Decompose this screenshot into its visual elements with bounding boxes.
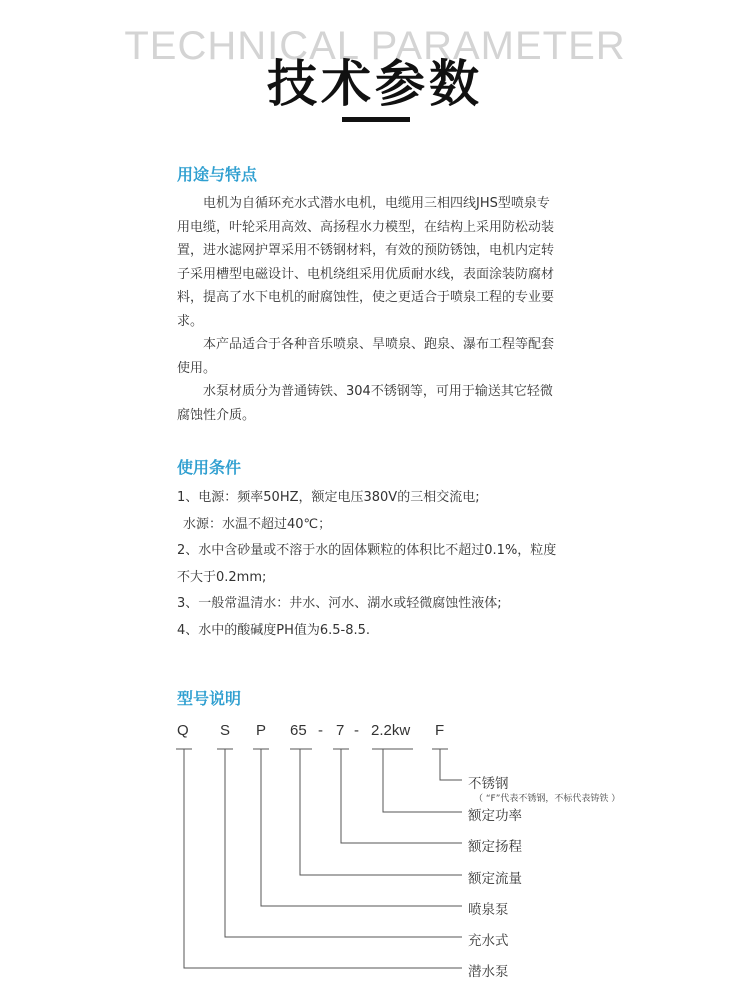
model-code-part: 2.2kw <box>371 722 411 739</box>
model-code-part: S <box>220 722 231 739</box>
model-code-part: F <box>435 722 445 739</box>
model-label: 喷泉泵 <box>468 902 509 918</box>
model-code-part: Q <box>177 722 189 739</box>
condition-item: 1、电源：频率50HZ，额定电压380V的三相交流电; <box>177 490 480 505</box>
section-heading-conditions: 使用条件 <box>177 458 242 477</box>
model-label: 潜水泵 <box>468 964 509 980</box>
features-paragraph: 水泵材质分为普通铸铁、304不锈钢等，可用于输送其它轻微腐蚀性介质。 <box>177 384 553 423</box>
model-label: 额定扬程 <box>468 839 522 855</box>
model-label: 额定功率 <box>468 808 522 824</box>
model-note: （ “F”代表不锈钢，不标代表铸铁 ） <box>474 794 621 804</box>
model-label: 额定流量 <box>468 871 522 887</box>
model-code-part: P <box>256 722 267 739</box>
features-paragraph: 电机为自循环充水式潜水电机，电缆用三相四线JHS型喷泉专用电缆，叶轮采用高效、高扬程水力模型，在结构上采用防松动装置，进水滤网护罩采用不锈钢材料，有效的预防锈蚀，电机内定转子采用槽型电磁设计、电机绕组采用优质耐水线，表面涂装防腐材料，提高了水下电机的耐腐蚀性，使之更适合于喷泉工程的专业要求。 <box>177 196 555 329</box>
model-code-part: - <box>354 722 359 739</box>
features-paragraph: 本产品适合于各种音乐喷泉、旱喷泉、跑泉、瀑布工程等配套使用。 <box>177 337 555 376</box>
model-label: 充水式 <box>468 933 509 949</box>
condition-item: 3、一般常温清水：井水、河水、湖水或轻微腐蚀性液体; <box>177 596 502 611</box>
model-code-part: 7 <box>336 722 345 739</box>
bg-title-text: TECHNICAL PARAMETER <box>124 24 626 68</box>
condition-item: 4、水中的酸碱度PH值为6.5-8.5. <box>177 622 371 638</box>
model-code-part: - <box>318 722 323 739</box>
model-code-part: 65 <box>290 722 307 739</box>
page-title: 技术参数 <box>267 55 483 113</box>
section-heading-model: 型号说明 <box>177 689 242 708</box>
condition-item: 2、水中含砂量或不溶于水的固体颗粒的体积比不超过0.1%，粒度不大于0.2mm; <box>177 543 557 585</box>
model-label: 不锈钢 <box>468 776 509 792</box>
section-heading-features: 用途与特点 <box>177 165 258 184</box>
condition-item: 水源：水温不超过40℃； <box>183 516 332 532</box>
